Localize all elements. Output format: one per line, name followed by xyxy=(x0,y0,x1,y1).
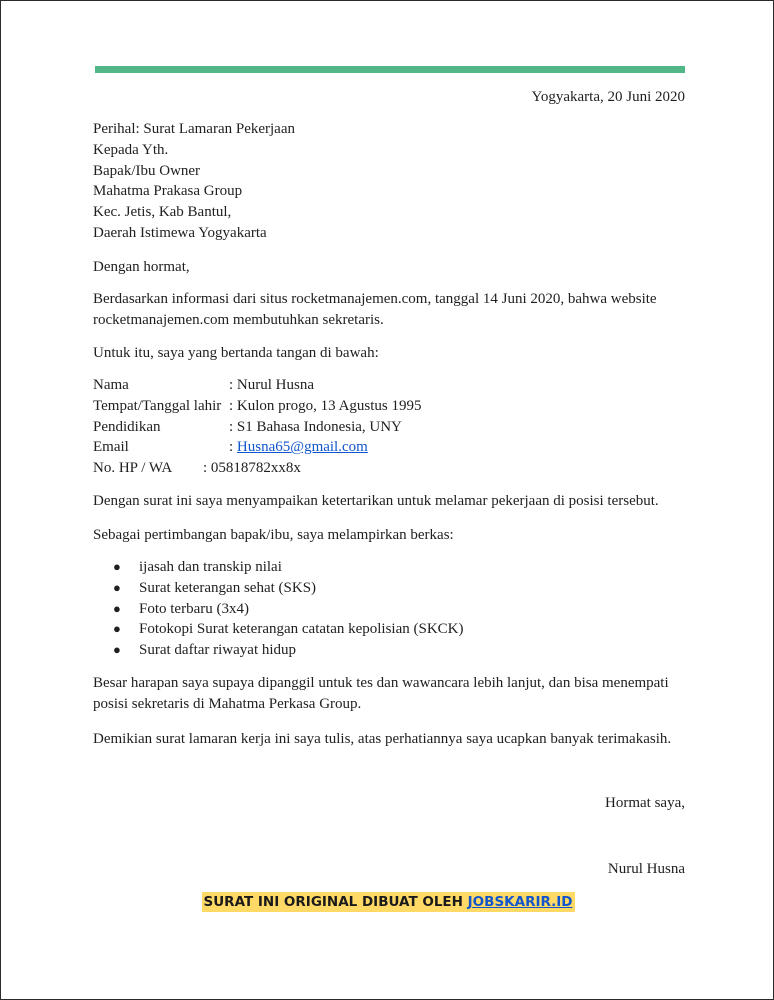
list-item xyxy=(93,640,685,661)
address-line: Mahatma Prakasa Group xyxy=(93,183,243,200)
footer-brand-link[interactable]: JOBSKARIR.ID xyxy=(467,894,573,910)
attachment-label: Surat keterangan sehat (SKS) xyxy=(139,579,317,596)
detail-value: : Kulon progo, 13 Agustus 1995 xyxy=(229,397,422,414)
interest-paragraph: Dengan surat ini saya menyampaikan ketertarikan untuk melamar pekerjaan di posisi tersebut. xyxy=(93,493,659,509)
detail-row-birth xyxy=(93,396,685,417)
bullet-icon: ● xyxy=(113,559,121,574)
hope-line: Besar harapan saya supaya dipanggil untuk tes dan wawancara lebih lanjut, dan bisa menempati xyxy=(93,675,669,691)
list-item xyxy=(93,599,685,620)
detail-label: Email xyxy=(93,439,129,456)
personal-details xyxy=(93,375,685,479)
bullet-icon: ● xyxy=(113,600,121,616)
bullet-icon: ● xyxy=(113,579,121,595)
address-line: Kec. Jetis, Kab Bantul, xyxy=(93,204,232,221)
attachment-label: Fotokopi Surat keterangan catatan kepolisian (SKCK) xyxy=(139,621,464,638)
address-line: Bapak/Ibu Owner xyxy=(93,162,201,179)
address-line: Kepada Yth. xyxy=(93,141,169,158)
detail-label: Nama xyxy=(93,377,129,393)
intro-line: rocketmanajemen.com membutuhkan sekretaris. xyxy=(93,311,384,328)
detail-value: : 05818782xx8x xyxy=(203,460,301,477)
undersigned-line: Untuk itu, saya yang bertanda tangan di bawah: xyxy=(93,345,379,361)
attachment-label: Foto terbaru (3x4) xyxy=(139,600,249,617)
list-item xyxy=(93,557,685,578)
list-item xyxy=(93,619,685,640)
closing-paragraph: Demikian surat lamaran kerja ini saya tulis, atas perhatiannya saya ucapkan banyak terimakasih. xyxy=(93,731,672,747)
intro-paragraph xyxy=(93,289,685,331)
recipient-address xyxy=(93,119,685,244)
email-colon: : xyxy=(229,439,237,456)
address-line: Daerah Istimewa Yogyakarta xyxy=(93,224,267,241)
header-accent-bar xyxy=(95,66,685,73)
hope-paragraph xyxy=(93,673,685,715)
subject-line: Perihal: Surat Lamaran Pekerjaan xyxy=(93,121,296,137)
regards-line: Hormat saya, xyxy=(605,795,685,811)
detail-label: Tempat/Tanggal lahir xyxy=(93,397,222,414)
date-line: Yogyakarta, 20 Juni 2020 xyxy=(531,89,685,105)
attachment-label: Surat daftar riwayat hidup xyxy=(139,642,297,659)
signer-name: Nurul Husna xyxy=(607,861,685,877)
email-link[interactable]: Husna65@gmail.com xyxy=(236,439,368,456)
attachments-intro: Sebagai pertimbangan bapak/ibu, saya melampirkan berkas: xyxy=(93,527,454,543)
greeting: Dengan hormat, xyxy=(93,259,190,275)
bullet-icon: ● xyxy=(113,642,121,658)
hope-line: posisi sekretaris di Mahatma Perkasa Group. xyxy=(93,695,362,712)
detail-value: : Nurul Husna xyxy=(229,377,314,393)
detail-row-email xyxy=(93,437,685,458)
attachments-list xyxy=(93,557,685,661)
attachment-label: ijasah dan transkip nilai xyxy=(139,559,282,575)
detail-row-education xyxy=(93,417,685,438)
detail-label: Pendidikan xyxy=(93,418,161,435)
detail-label: No. HP / WA xyxy=(93,460,173,477)
detail-row-phone xyxy=(93,458,685,479)
intro-line: Berdasarkan informasi dari situs rocketmanajemen.com, tanggal 14 Juni 2020, bahwa website xyxy=(93,291,657,307)
footer-text: SURAT INI ORIGINAL DIBUAT OLEH xyxy=(203,894,468,910)
list-item xyxy=(93,578,685,599)
bullet-icon: ● xyxy=(113,621,121,637)
footer-highlight xyxy=(202,892,575,912)
detail-value: : S1 Bahasa Indonesia, UNY xyxy=(229,418,402,435)
detail-row-name xyxy=(93,375,685,396)
footer-credit xyxy=(1,894,774,910)
